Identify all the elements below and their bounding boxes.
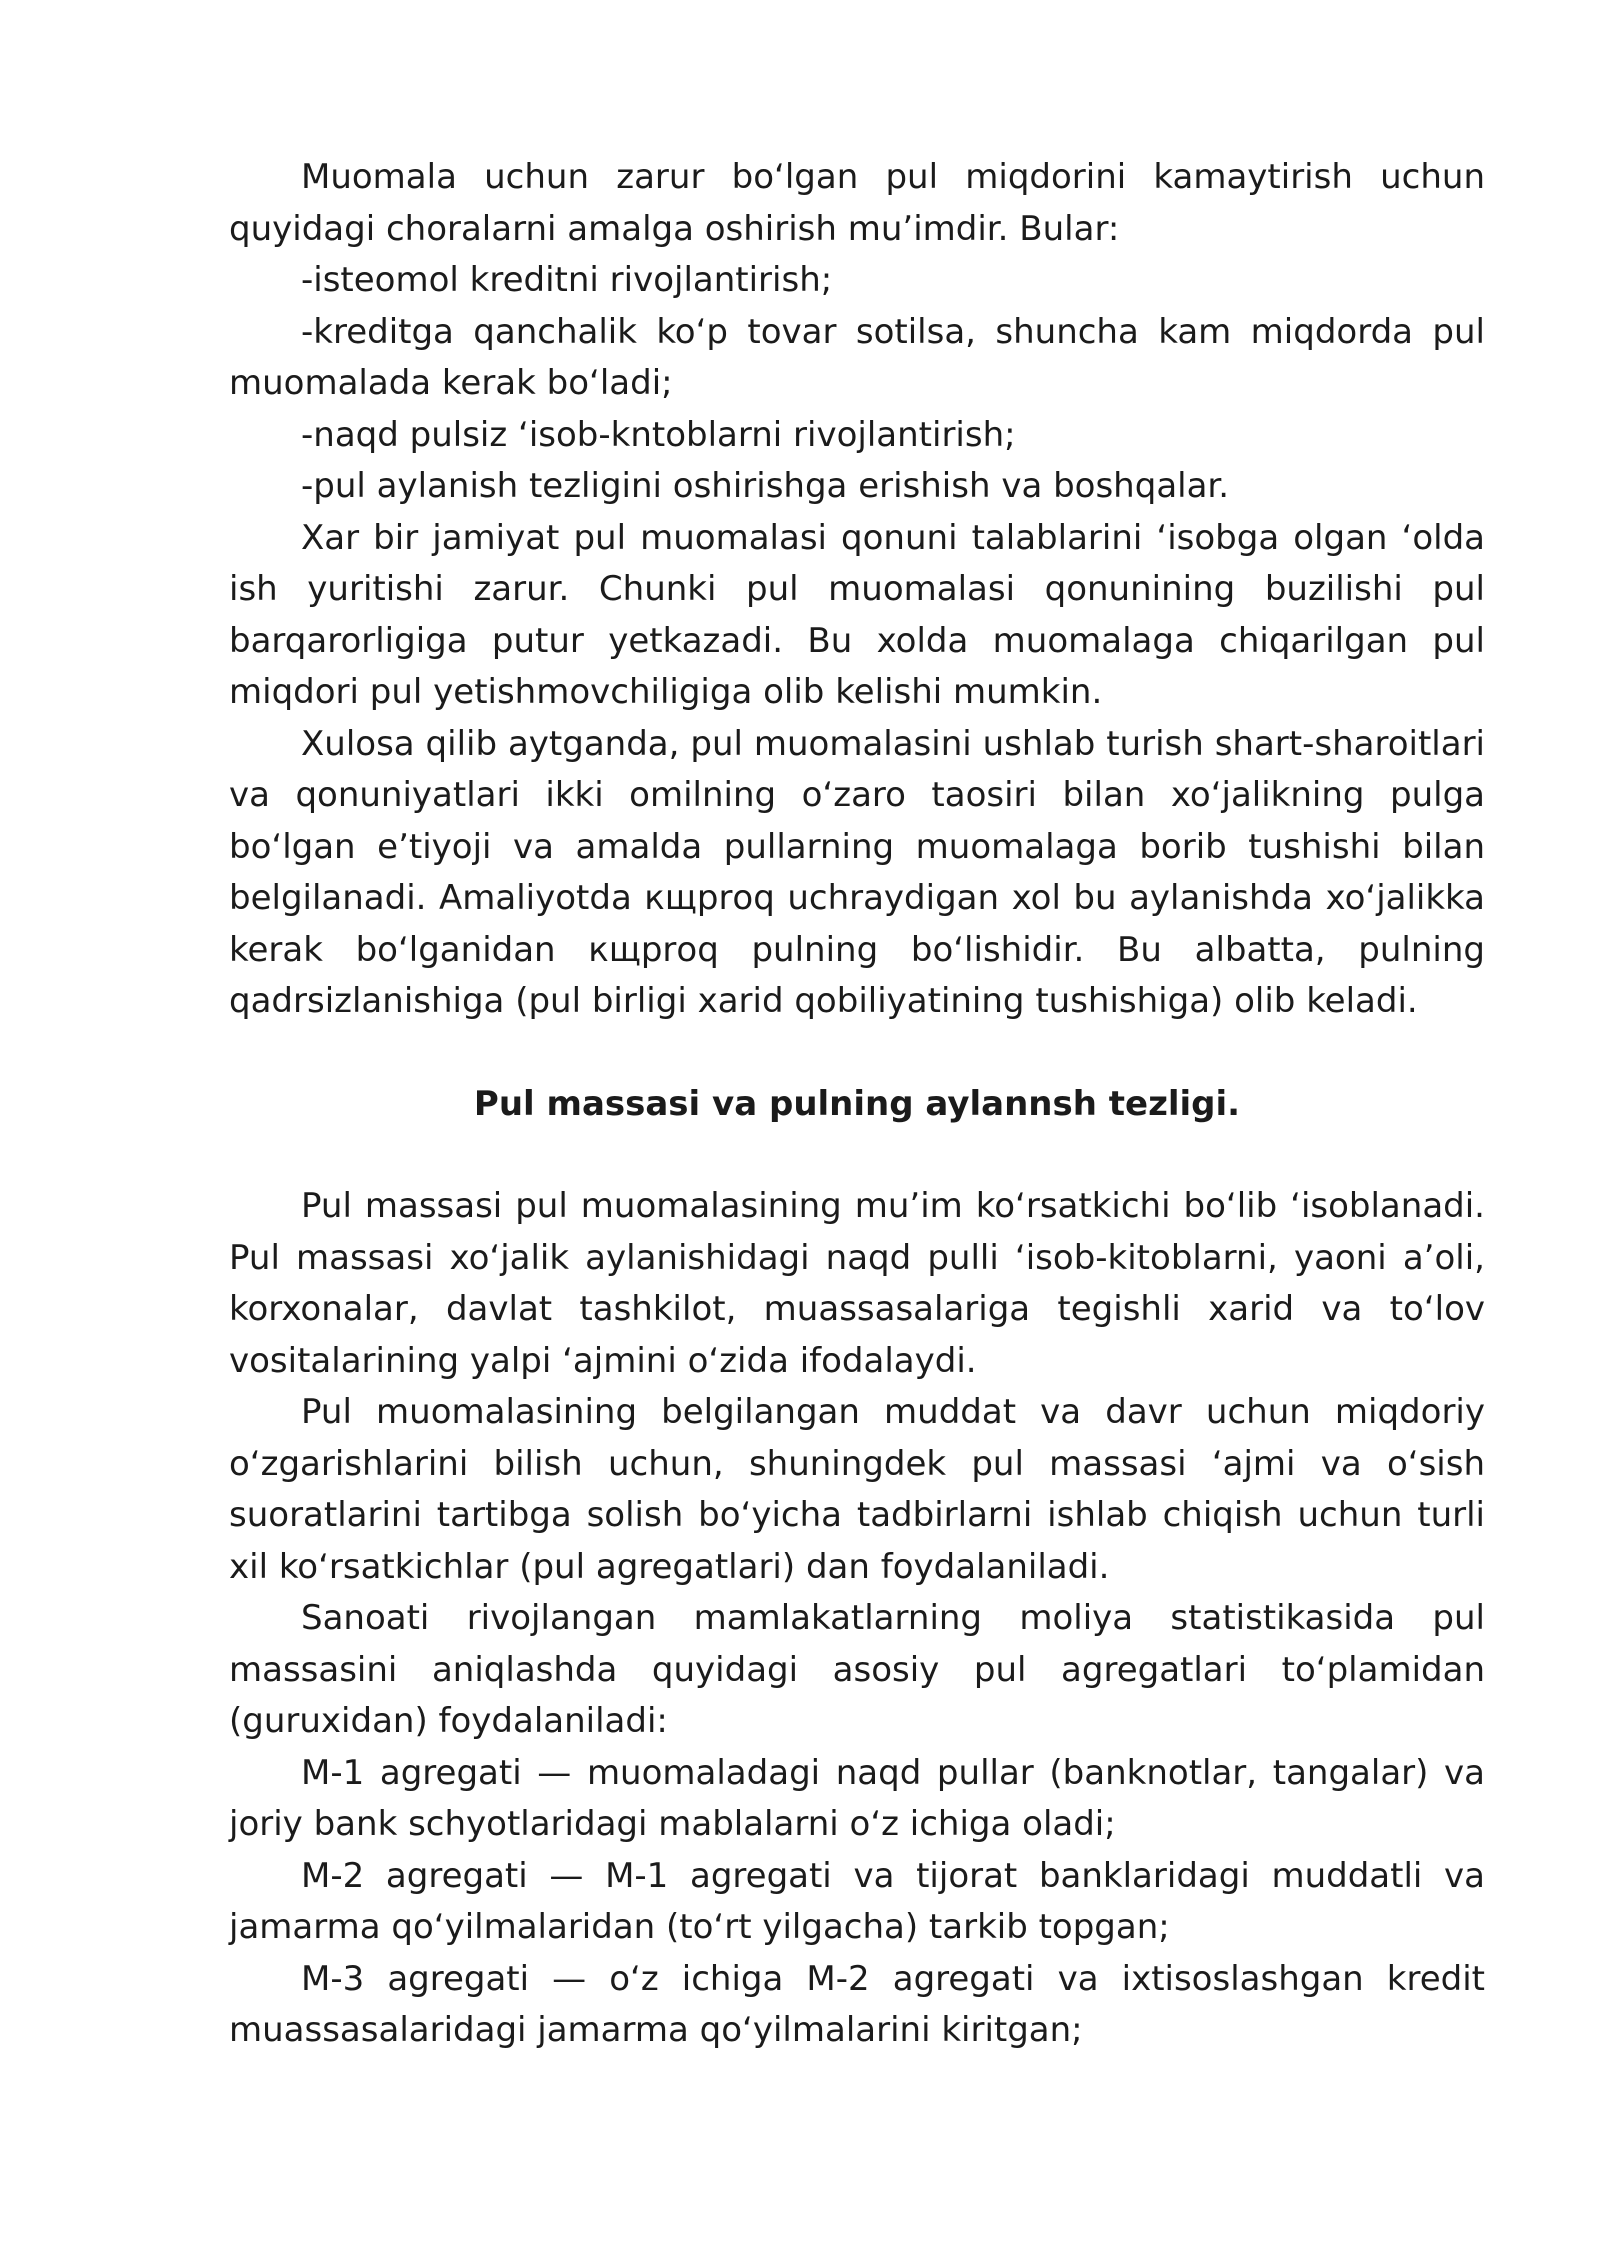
spacer [229, 1028, 1485, 1079]
document-body [229, 152, 1485, 2057]
paragraph-monetary-law: Xar bir jamiyat pul muomalasi qonuni talablarini ‘isobga olgan ‘olda ish yuritishi zarur. Chunki pul muomalasi qonunining buzilishi pul barqarorligiga putur yetkazadi. Bu xolda muomalaga chiqarilgan pul miqdori pul yetishmovchiligiga olib kelishi mumkin. [229, 517, 1485, 712]
list-item-credit-sales: -kreditga qanchalik ko‘p tovar sotilsa, shuncha kam miqdorda pul muomalada kerak bo‘ladi; [229, 311, 1485, 403]
list-item-circulation-speed: -pul aylanish tezligini oshirishga erishish va boshqalar. [301, 466, 1230, 506]
section-heading: Pul massasi va pulning aylannsh tezligi. [473, 1083, 1241, 1124]
list-item-cashless-settlements: -naqd pulsiz ‘isob-kntoblarni rivojlantirish; [301, 414, 1016, 455]
paragraph-m3-aggregate: M-3 agregati — o‘z ichiga M-2 agregati va ixtisoslashgan kredit muassasalaridagi jamarma qo‘yilmalarini kiritgan; [229, 1958, 1485, 2050]
paragraph-money-mass: Pul massasi pul muomalasining mu’im ko‘rsatkichi bo‘lib ‘isoblanadi. Pul massasi xo‘jalik aylanishidagi naqd pulli ‘isob-kitoblarni, yaoni a’oli, korxonalar, davlat tashkilot, muassasalariga tegishli xarid va to‘lov vositalarining yalpi ‘ajmini o‘zida ifodalaydi. [229, 1186, 1485, 1381]
paragraph-intro: Muomala uchun zarur bo‘lgan pul miqdorini kamaytirish uchun quyidagi choralarni amalga oshirish mu’imdir. Bular: [229, 157, 1485, 249]
paragraph-indicators: Pul muomalasining belgilangan muddat va davr uchun miqdoriy o‘zgarishlarini bilish uchun, shuningdek pul massasi ‘ajmi va o‘sish suoratlarini tartibga solish bo‘yicha tadbirlarni ishlab chiqish uchun turli xil ko‘rsatkichlar (pul agregatlari) dan foydalaniladi. [229, 1392, 1485, 1587]
paragraph-conclusion: Xulosa qilib aytganda, pul muomalasini ushlab turish shart-sharoitlari va qonuniyatlari ikki omilning o‘zaro taosiri bilan xo‘jalikning pulga bo‘lgan e’tiyoji va amalda pullarning muomalaga borib tushishi bilan belgilanadi. Amaliyotda кщрrоq uchraydigan xol bu aylanishda xo‘jalikka kerak bo‘lganidan кщрrоq pulning bo‘lishidir. Bu albatta, pulning qadrsizlanishiga (pul birligi xarid qobiliyatining tushishiga) olib keladi. [229, 723, 1485, 1021]
paragraph-aggregates-intro: Sanoati rivojlangan mamlakatlarning moliya statistikasida pul massasini aniqlashda quyidagi asosiy pul agregatlari to‘plamidan (guruxidan) foydalaniladi: [229, 1598, 1485, 1741]
paragraph-m2-aggregate: M-2 agregati — M-1 agregati va tijorat banklaridagi muddatli va jamarma qo‘yilmalaridan (to‘rt yilgacha) tarkib topgan; [229, 1855, 1485, 1947]
spacer [229, 1130, 1485, 1181]
paragraph-m1-aggregate: M-1 agregati — muomaladagi naqd pullar (banknotlar, tangalar) va joriy bank schyotlaridagi mablalarni o‘z ichiga oladi; [229, 1752, 1485, 1844]
list-item-consumer-credit: -isteomol kreditni rivojlantirish; [301, 260, 833, 300]
